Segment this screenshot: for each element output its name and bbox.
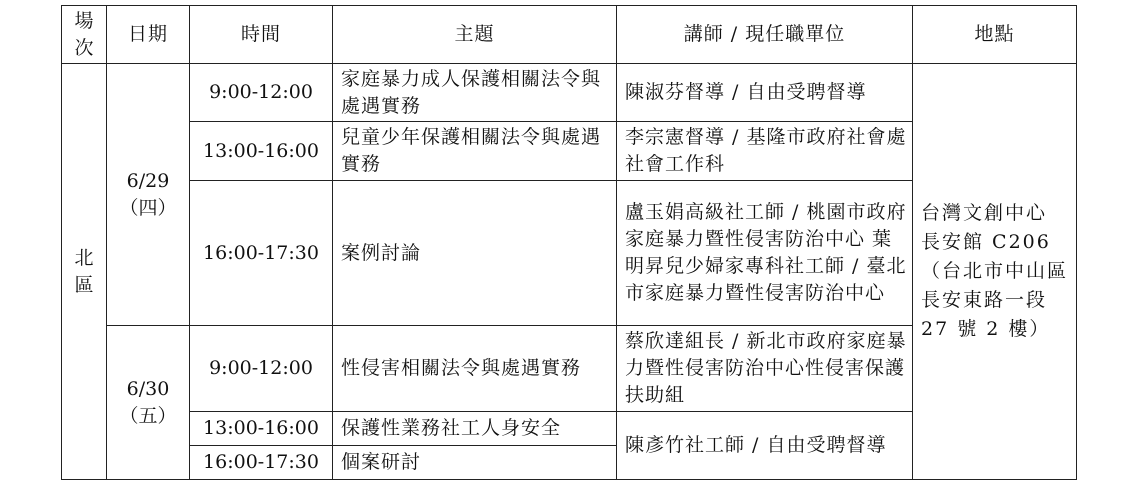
date-cell: [107, 326, 190, 480]
time-cell: 13:00-16:00: [190, 122, 333, 181]
header-session: 場次: [62, 6, 107, 64]
topic-cell: 家庭暴力成人保護相關法令與處遇實務: [333, 64, 617, 122]
location-cell: 台灣文創中心 長安館 C206 （台北市中山區長安東路一段 27 號 2 樓）: [913, 64, 1077, 480]
header-topic: 主題: [333, 6, 617, 64]
header-location: 地點: [913, 6, 1077, 64]
lecturer-cell: 李宗憲督導 / 基隆市政府社會處社會工作科: [617, 122, 913, 181]
topic-cell: 個案研討: [333, 446, 617, 480]
header-lecturer: 講師 / 現任職單位: [617, 6, 913, 64]
time-cell: 16:00-17:30: [190, 446, 333, 480]
time-cell: 16:00-17:30: [190, 181, 333, 326]
time-cell: 9:00-12:00: [190, 326, 333, 412]
header-date: 日期: [107, 6, 190, 64]
date-value: 6/29: [126, 169, 170, 192]
lecturer-cell: 陳彥竹社工師 / 自由受聘督導: [617, 412, 913, 480]
topic-cell: 案例討論: [333, 181, 617, 326]
topic-cell: 性侵害相關法令與處遇實務: [333, 326, 617, 412]
time-cell: 13:00-16:00: [190, 412, 333, 446]
topic-cell: 保護性業務社工人身安全: [333, 412, 617, 446]
weekday-value: （四）: [119, 196, 177, 219]
topic-cell: 兒童少年保護相關法令與處遇實務: [333, 122, 617, 181]
lecturer-cell: 陳淑芬督導 / 自由受聘督導: [617, 64, 913, 122]
header-time: 時間: [190, 6, 333, 64]
lecturer-cell: 盧玉娟高級社工師 / 桃園市政府家庭暴力暨性侵害防治中心 葉明昇兒少婦家專科社工師 / 臺北市家庭暴力暨性侵害防治中心: [617, 181, 913, 326]
lecturer-cell: 蔡欣達組長 / 新北市政府家庭暴力暨性侵害防治中心性侵害保護扶助組: [617, 326, 913, 412]
time-cell: 9:00-12:00: [190, 64, 333, 122]
date-value: 6/30: [126, 377, 170, 400]
table-row: [62, 64, 1077, 122]
table-header-row: [62, 6, 1077, 64]
region-cell: 北區: [62, 64, 107, 480]
schedule-table: [61, 5, 1077, 480]
date-cell: [107, 64, 190, 326]
weekday-value: （五）: [119, 404, 177, 427]
